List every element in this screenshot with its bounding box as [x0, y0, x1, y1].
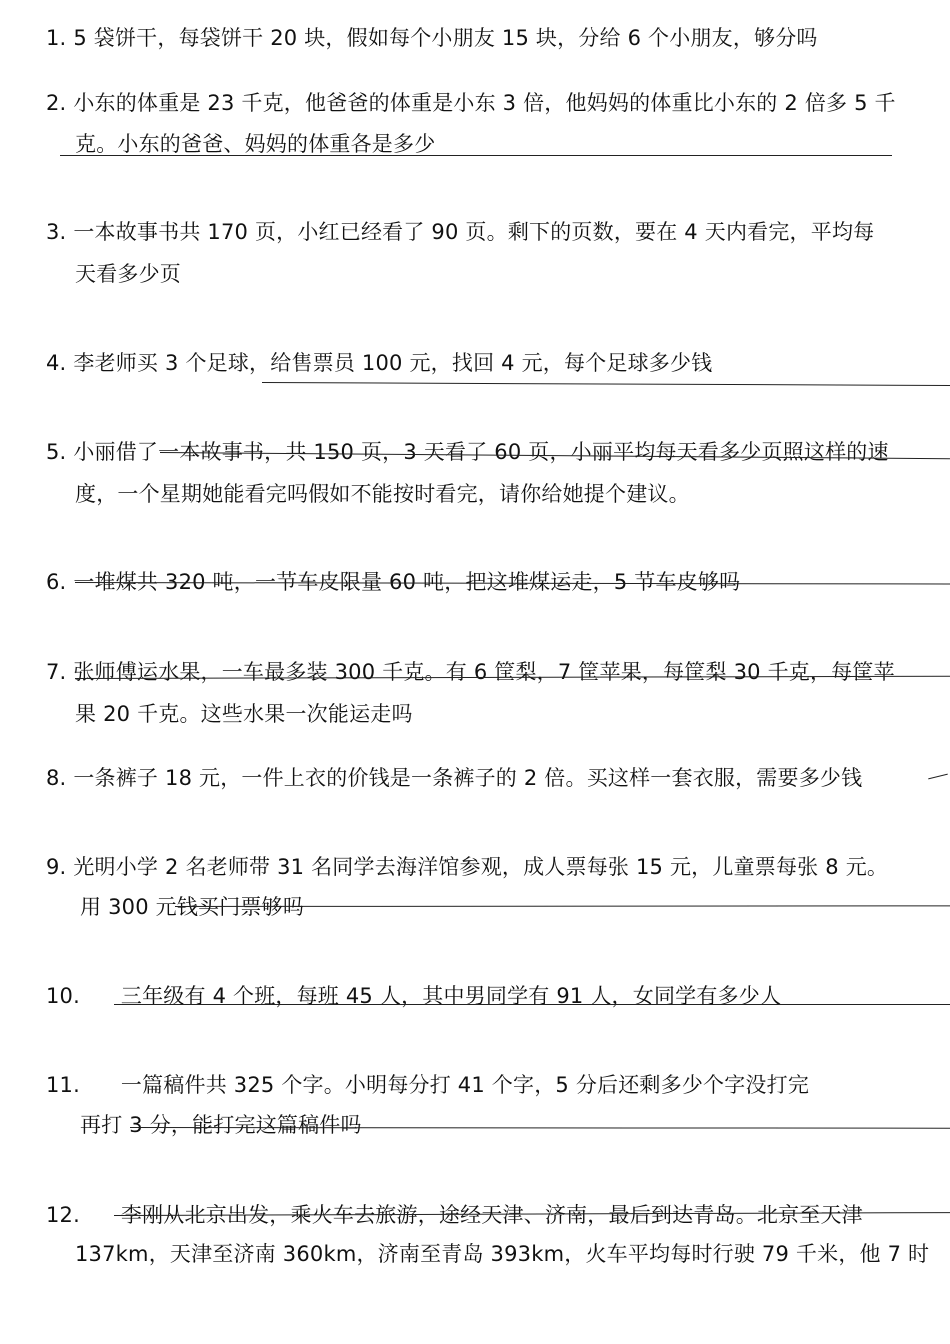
question-text: 光明小学 2 名老师带 31 名同学去海洋馆参观，成人票每张 15 元，儿童票每张 8 元。 — [73, 855, 889, 879]
question-text: 5 袋饼干，每袋饼干 20 块，假如每个小朋友 15 块，分给 6 个小朋友，够分吗 — [73, 26, 818, 50]
question-text: 一条裤子 18 元，一件上衣的价钱是一条裤子的 2 倍。买这样一套衣服，需要多少钱 — [73, 766, 863, 790]
question-number: 3. — [46, 220, 67, 244]
question-7-continuation: 果 20 千克。这些水果一次能运走吗 — [75, 702, 413, 726]
question-number: 1. — [46, 26, 67, 50]
question-number: 12. — [46, 1203, 80, 1227]
question-8 — [46, 764, 862, 792]
answer-line — [114, 1004, 950, 1005]
question-7 — [46, 658, 895, 686]
question-1 — [46, 24, 818, 52]
question-text: 一本故事书共 170 页，小红已经看了 90 页。剩下的页数，要在 4 天内看完，平均每 — [73, 220, 875, 244]
question-5-continuation: 度，一个星期她能看完吗假如不能按时看完，请你给她提个建议。 — [75, 482, 690, 506]
question-text: 一堆煤共 320 吨，一节车皮限量 60 吨，把这堆煤运走，5 节车皮够吗 — [73, 570, 741, 594]
question-number: 5. — [46, 440, 67, 464]
question-number: 4. — [46, 351, 67, 375]
question-9-continuation: 用 300 元钱买门票够吗 — [80, 895, 305, 919]
question-4 — [46, 349, 712, 377]
question-number: 8. — [46, 766, 67, 790]
question-text: 李刚从北京出发，乘火车去旅游，途经天津、济南，最后到达青岛。北京至天津 — [120, 1203, 863, 1227]
question-3 — [46, 218, 874, 246]
question-text: 一篇稿件共 325 个字。小明每分打 41 个字，5 分后还剩多少个字没打完 — [120, 1073, 810, 1097]
question-text: 张师傅运水果，一车最多装 300 千克。有 6 筐梨，7 筐苹果，每筐梨 30 千克，每筐苹 — [73, 660, 895, 684]
question-number: 7. — [46, 660, 67, 684]
question-3-continuation: 天看多少页 — [75, 262, 181, 286]
question-11 — [46, 1071, 809, 1099]
question-2-continuation: 克。小东的爸爸、妈妈的体重各是多少 — [75, 132, 436, 156]
question-11-continuation: 再打 3 分，能打完这篇稿件吗 — [80, 1113, 362, 1137]
question-number: 6. — [46, 570, 67, 594]
question-2 — [46, 89, 896, 117]
question-text: 小东的体重是 23 千克，他爸爸的体重是小东 3 倍，他妈妈的体重比小东的 2 倍多 5 千 — [73, 91, 896, 115]
question-text: 三年级有 4 个班，每班 45 人，其中男同学有 91 人，女同学有多少人 — [120, 984, 782, 1008]
question-number: 10. — [46, 984, 80, 1008]
question-10 — [46, 982, 781, 1010]
answer-line — [60, 155, 892, 156]
question-9 — [46, 853, 888, 881]
answer-line — [175, 905, 950, 907]
pen-mark — [928, 774, 948, 780]
question-number: 2. — [46, 91, 67, 115]
question-number: 11. — [46, 1073, 80, 1097]
answer-line — [262, 382, 950, 386]
question-text: 小丽借了一本故事书，共 150 页，3 天看了 60 页，小丽平均每天看多少页照这样的速 — [73, 440, 889, 464]
question-12-continuation: 137km，天津至济南 360km，济南至青岛 393km，火车平均每时行驶 79 千米，他 7 时 — [75, 1242, 930, 1266]
question-number: 9. — [46, 855, 67, 879]
question-text: 李老师买 3 个足球，给售票员 100 元，找回 4 元，每个足球多少钱 — [73, 351, 713, 375]
